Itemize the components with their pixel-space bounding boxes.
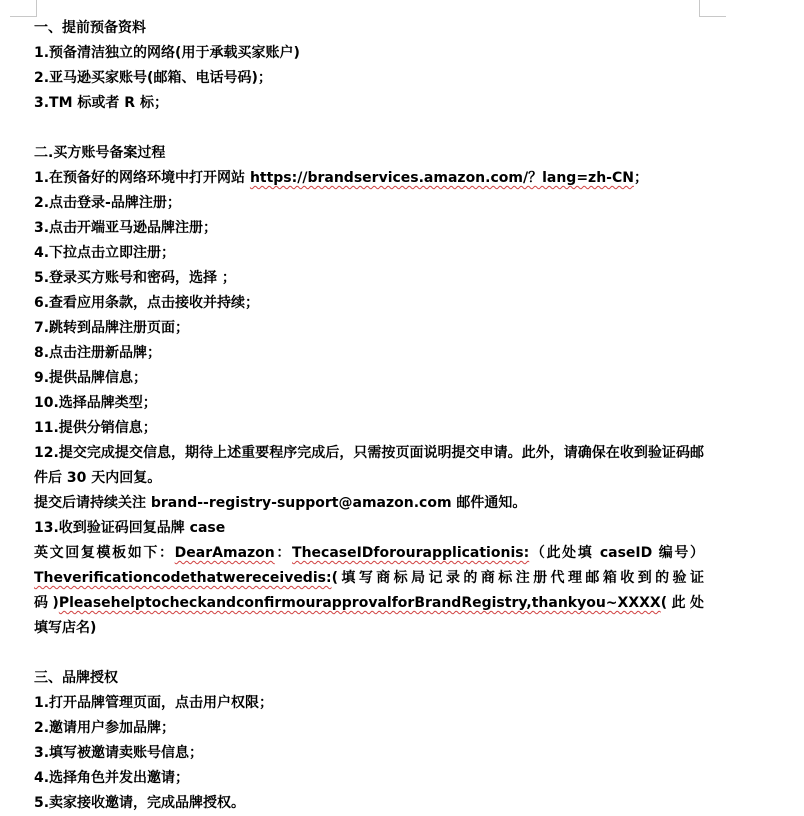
section2-item-13: 13.收到验证码回复品牌 case xyxy=(34,520,226,536)
section2-item-9: 9.提供品牌信息； xyxy=(34,370,148,386)
section3-item-1: 1.打开品牌管理页面，点击用户权限； xyxy=(34,695,274,711)
section1-heading: 一、提前预备资料 xyxy=(34,20,146,36)
section2-item-12: 12.提交完成提交信息，期待上述重要程序完成后，只需按页面说明提交申请。此外，请确保在收到验证码邮件后 30 天内回复。 xyxy=(34,445,704,486)
section1-item-1: 1.预备清洁独立的网络(用于承载买家账户) xyxy=(34,45,300,61)
template-note-1: （此处填 caseID 编号） xyxy=(529,545,705,561)
notice-prefix: 提交后请持续关注 xyxy=(34,495,151,511)
template-note-2: (填写商标局记录的商标注册代理邮箱收到的验证码) xyxy=(34,570,704,611)
blank-line xyxy=(34,641,704,666)
template-separator: ： xyxy=(274,545,293,561)
section2-item-1 xyxy=(34,166,704,191)
reply-template-paragraph xyxy=(34,541,704,641)
page-corner-mark-right xyxy=(699,0,726,17)
section2-notice xyxy=(34,491,704,516)
template-intro: 英文回复模板如下： xyxy=(34,545,175,561)
section2-item-1-prefix: 1.在预备好的网络环境中打开网站 xyxy=(34,170,250,186)
section2-heading: 二.买方账号备案过程 xyxy=(34,145,166,161)
notice-suffix: 邮件通知。 xyxy=(451,495,527,511)
template-part-2: ThecaseIDforourapplicationis: xyxy=(292,545,530,561)
section2-item-5: 5.登录买方账号和密码，选择 ； xyxy=(34,270,236,286)
template-part-1: DearAmazon xyxy=(174,545,275,561)
section2-item-4: 4.下拉点击立即注册； xyxy=(34,245,176,261)
section2-item-3: 3.点击开端亚马逊品牌注册； xyxy=(34,220,218,236)
section3-item-2: 2.邀请用户参加品牌； xyxy=(34,720,176,736)
section3-item-5: 5.卖家接收邀请，完成品牌授权。 xyxy=(34,795,246,811)
section2-item-10: 10.选择品牌类型； xyxy=(34,395,157,411)
section2-item-11: 11.提供分销信息； xyxy=(34,420,157,436)
page-corner-mark-left xyxy=(10,0,37,17)
blank-line xyxy=(34,116,704,141)
section1-item-3: 3.TM 标或者 R 标； xyxy=(34,95,168,111)
section1-item-2: 2.亚马逊买家账号(邮箱、电话号码)； xyxy=(34,70,272,86)
template-note-3: (此处填写店名) xyxy=(34,595,704,636)
section2-item-6: 6.查看应用条款，点击接收并持续； xyxy=(34,295,260,311)
section2-item-8: 8.点击注册新品牌； xyxy=(34,345,162,361)
template-part-3: Theverificationcodethatwereceivedis: xyxy=(34,570,332,586)
section3-item-4: 4.选择角色并发出邀请； xyxy=(34,770,190,786)
template-part-4: PleasehelptocheckandconfirmourapprovalforBrandRegistry,thankyou~XXXX xyxy=(58,595,661,611)
section3-heading: 三、品牌授权 xyxy=(34,670,118,686)
section3-item-3: 3.填写被邀请卖账号信息； xyxy=(34,745,204,761)
section2-item-1-suffix: ； xyxy=(633,170,648,186)
document-body[interactable] xyxy=(34,16,704,816)
section2-item-7: 7.跳转到品牌注册页面； xyxy=(34,320,190,336)
section2-item-2: 2.点击登录-品牌注册； xyxy=(34,195,181,211)
support-email-link[interactable]: brand--registry-support@amazon.com xyxy=(150,495,452,511)
brandservices-url-link[interactable]: https://brandservices.amazon.com/？lang=zh-CN xyxy=(249,170,634,186)
